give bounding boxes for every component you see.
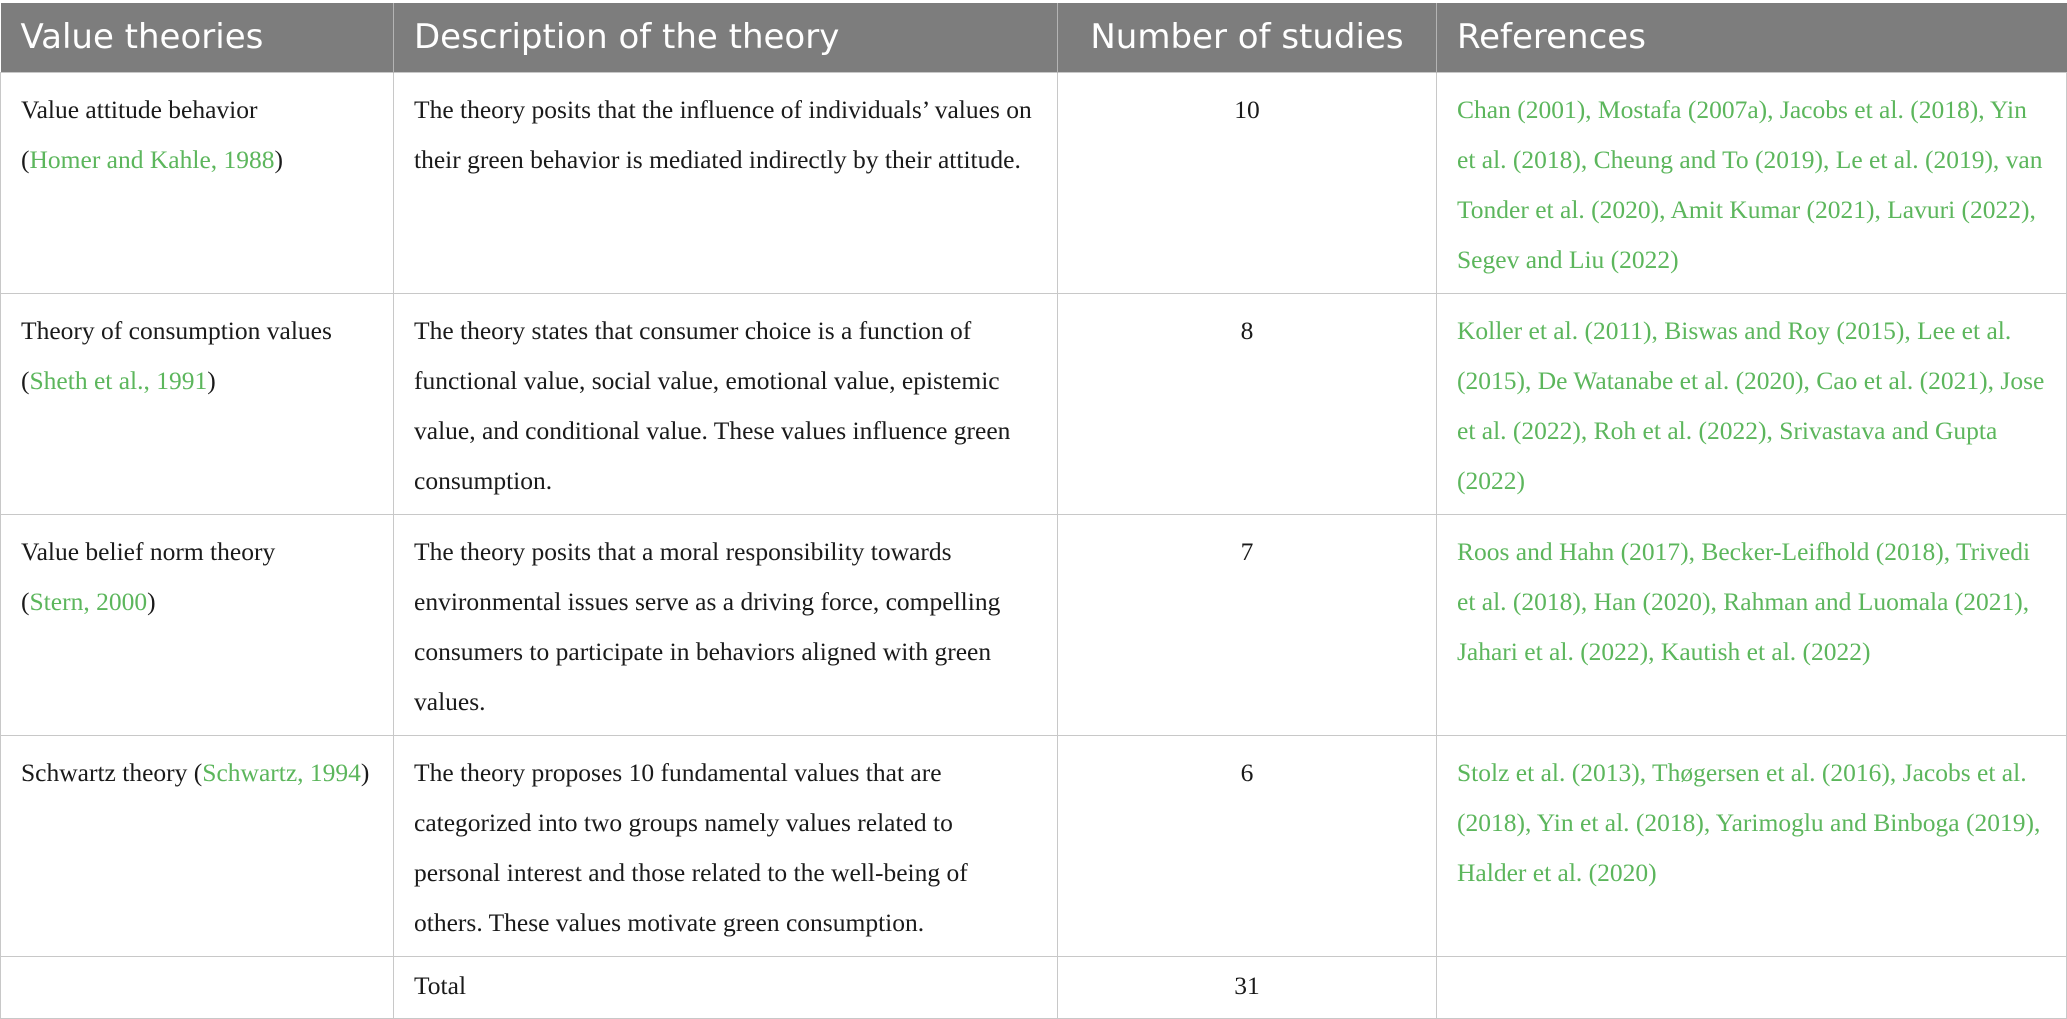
paren-close: ) xyxy=(274,144,284,174)
header-value-theories: Value theories xyxy=(1,3,394,72)
empty-cell xyxy=(1,956,394,1018)
number-of-studies-cell: 6 xyxy=(1058,735,1437,956)
theory-cell xyxy=(1,293,394,514)
references-cell[interactable]: Koller et al. (2011), Biswas and Roy (2015), Lee et al. (2015), De Watanabe et al. (2020), Cao et al. (2021), Jose et al. (2022), Roh et al. (2022), Srivastava and Gupta (2022) xyxy=(1437,293,2067,514)
number-of-studies-cell: 8 xyxy=(1058,293,1437,514)
references-cell[interactable]: Stolz et al. (2013), Thøgersen et al. (2016), Jacobs et al. (2018), Yin et al. (2018), Yarimoglu and Binboga (2019), Halder et al. (2020) xyxy=(1437,735,2067,956)
paren-open: ( xyxy=(21,365,30,395)
empty-cell xyxy=(1437,956,2067,1018)
theory-citation-link[interactable]: Stern, 2000 xyxy=(29,586,148,616)
theory-name: Theory of consumption values xyxy=(21,315,332,345)
theory-cell xyxy=(1,735,394,956)
description-cell: The theory proposes 10 fundamental values that are categorized into two groups namely values related to personal interest and those related to the well-being of others. These values motivate green consumption. xyxy=(394,735,1058,956)
references-cell[interactable]: Chan (2001), Mostafa (2007a), Jacobs et al. (2018), Yin et al. (2018), Cheung and To (2019), Le et al. (2019), van Tonder et al. (2020), Amit Kumar (2021), Lavuri (2022), Segev and Liu (2022) xyxy=(1437,72,2067,293)
theory-name: Schwartz theory xyxy=(21,757,188,787)
description-cell: The theory posits that the influence of individuals’ values on their green behavior is mediated indirectly by their attitude. xyxy=(394,72,1058,293)
value-theories-table xyxy=(0,3,2067,1019)
header-description: Description of the theory xyxy=(394,3,1058,72)
description-cell: The theory posits that a moral responsibility towards environmental issues serve as a driving force, compelling consumers to participate in behaviors aligned with green values. xyxy=(394,514,1058,735)
paren-close: ) xyxy=(147,586,156,616)
number-of-studies-cell: 7 xyxy=(1058,514,1437,735)
table-row xyxy=(1,514,2067,735)
theory-name: Value belief norm theory xyxy=(21,536,276,566)
total-number: 31 xyxy=(1058,956,1437,1018)
description-cell: The theory states that consumer choice is a function of functional value, social value, emotional value, epistemic value, and conditional value. These values influence green consumption. xyxy=(394,293,1058,514)
theory-name: Value attitude behavior xyxy=(21,94,258,124)
table-row xyxy=(1,735,2067,956)
theory-citation-link[interactable]: Homer and Kahle, 1988 xyxy=(29,144,275,174)
theory-citation-link[interactable]: Sheth et al., 1991 xyxy=(29,365,208,395)
paren-open: ( xyxy=(187,757,203,787)
references-cell[interactable]: Roos and Hahn (2017), Becker-Leifhold (2018), Trivedi et al. (2018), Han (2020), Rahman and Luomala (2021), Jahari et al. (2022), Kautish et al. (2022) xyxy=(1437,514,2067,735)
total-row xyxy=(1,956,2067,1018)
table-row xyxy=(1,72,2067,293)
paren-close: ) xyxy=(207,365,216,395)
header-number-of-studies: Number of studies xyxy=(1058,3,1437,72)
number-of-studies-cell: 10 xyxy=(1058,72,1437,293)
paren-open: ( xyxy=(21,144,30,174)
paren-open: ( xyxy=(21,586,30,616)
theory-citation-link[interactable]: Schwartz, 1994 xyxy=(202,757,361,787)
table-header-row xyxy=(1,3,2067,72)
table-row xyxy=(1,293,2067,514)
theory-cell xyxy=(1,514,394,735)
total-label: Total xyxy=(394,956,1058,1018)
header-references: References xyxy=(1437,3,2067,72)
theory-cell xyxy=(1,72,394,293)
paren-close: ) xyxy=(360,757,370,787)
